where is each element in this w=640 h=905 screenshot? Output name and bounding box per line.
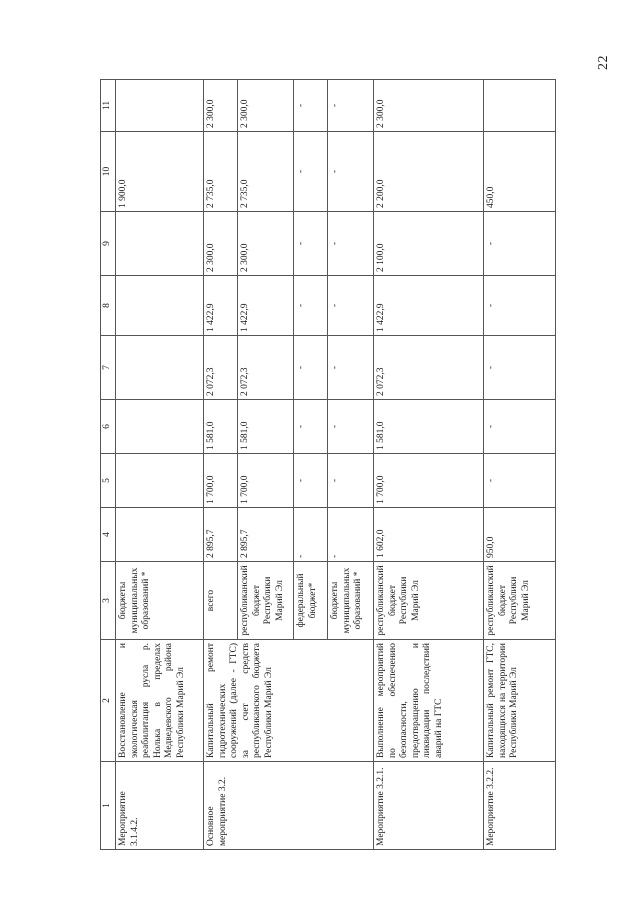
value-cell: - [328,400,374,454]
value-cell: 2 300,0 [204,212,238,276]
value-cell: 2 300,0 [374,80,484,132]
value-cell: - [328,454,374,508]
funding-source: бюджеты муниципальных образований * [328,562,374,640]
header-cell: 8 [101,276,116,336]
activity-code: Мероприятие 3.2.2. [484,762,556,850]
value-cell [116,336,204,400]
value-cell: 2 735,0 [238,132,294,212]
table-row [116,80,204,850]
activity-description: Выполнение мероприятий по обеспечению безопасности, предотвращению и ликвидации последствий аварий на ГТС [374,640,484,762]
value-cell [116,276,204,336]
value-cell: 1 900,0 [116,132,204,212]
value-cell [116,508,204,562]
funding-source: всего [204,562,238,640]
value-cell: 1 581,0 [204,400,238,454]
value-cell [116,80,204,132]
value-cell: - [328,336,374,400]
funding-source: бюджеты муниципальных образований * [116,562,204,640]
value-cell: 2 072,3 [238,336,294,400]
value-cell: - [328,276,374,336]
activity-description: Капитальный ремонт гидротехнических сооружений (далее - ГТС) за счет средств республиканского бюджета Республики Марий Эл [204,640,374,762]
value-cell: - [294,508,328,562]
header-cell: 10 [101,132,116,212]
value-cell: 2 300,0 [238,212,294,276]
value-cell: 2 895,7 [204,508,238,562]
value-cell: 1 581,0 [238,400,294,454]
header-cell: 9 [101,212,116,276]
value-cell: - [328,508,374,562]
value-cell [116,454,204,508]
value-cell [116,212,204,276]
value-cell: 2 100,0 [374,212,484,276]
value-cell: 1 602,0 [374,508,484,562]
page-number: 22 [596,55,611,70]
rotated-table-container [100,80,605,850]
value-cell: - [294,400,328,454]
value-cell: - [328,80,374,132]
funding-source: республиканский бюджет Республики Марий Эл [238,562,294,640]
value-cell: 1 422,9 [374,276,484,336]
header-cell: 11 [101,80,116,132]
value-cell: 2 072,3 [204,336,238,400]
value-cell: - [328,212,374,276]
value-cell: 1 700,0 [204,454,238,508]
value-cell: 950,0 [484,508,556,562]
header-cell: 5 [101,454,116,508]
value-cell: 2 300,0 [238,80,294,132]
funding-source: республиканский бюджет Республики Марий Эл [374,562,484,640]
value-cell: 1 422,9 [238,276,294,336]
activity-code: Мероприятие 3.2.1. [374,762,484,850]
value-cell: 1 422,9 [204,276,238,336]
value-cell: - [294,336,328,400]
activity-code: Основное мероприятие 3.2. [204,762,374,850]
value-cell: 1 700,0 [374,454,484,508]
header-cell: 2 [101,640,116,762]
value-cell: 2 300,0 [204,80,238,132]
value-cell: 1 700,0 [238,454,294,508]
funding-source: республиканский бюджет Республики Марий Эл [484,562,556,640]
header-cell: 1 [101,762,116,850]
value-cell: 2 200,0 [374,132,484,212]
value-cell: 2 895,7 [238,508,294,562]
value-cell: - [294,212,328,276]
table-row [204,80,238,850]
header-cell: 6 [101,400,116,454]
value-cell: - [294,276,328,336]
funding-source: федеральный бюджет* [294,562,328,640]
table-row [374,80,484,850]
value-cell: 1 581,0 [374,400,484,454]
header-cell: 4 [101,508,116,562]
value-cell: - [484,400,556,454]
value-cell: - [484,454,556,508]
value-cell: - [484,336,556,400]
value-cell: 450,0 [484,132,556,212]
activity-description: Восстановление и экологическая реабилитация русла р. Нолька в пределах Медведевского района Республики Марий Эл [116,640,204,762]
value-cell: - [484,276,556,336]
value-cell: - [294,454,328,508]
value-cell [484,80,556,132]
table-row [484,80,556,850]
header-cell: 7 [101,336,116,400]
value-cell: 2 735,0 [204,132,238,212]
activity-description: Капитальный ремонт ГТС, находящихся на территории Республики Марий Эл [484,640,556,762]
value-cell: - [328,132,374,212]
header-row [101,80,116,850]
value-cell: - [294,132,328,212]
value-cell: - [484,212,556,276]
header-cell: 3 [101,562,116,640]
value-cell [116,400,204,454]
budget-table [100,79,556,850]
value-cell: - [294,80,328,132]
activity-code: Мероприятие 3.1.4.2. [116,762,204,850]
value-cell: 2 072,3 [374,336,484,400]
